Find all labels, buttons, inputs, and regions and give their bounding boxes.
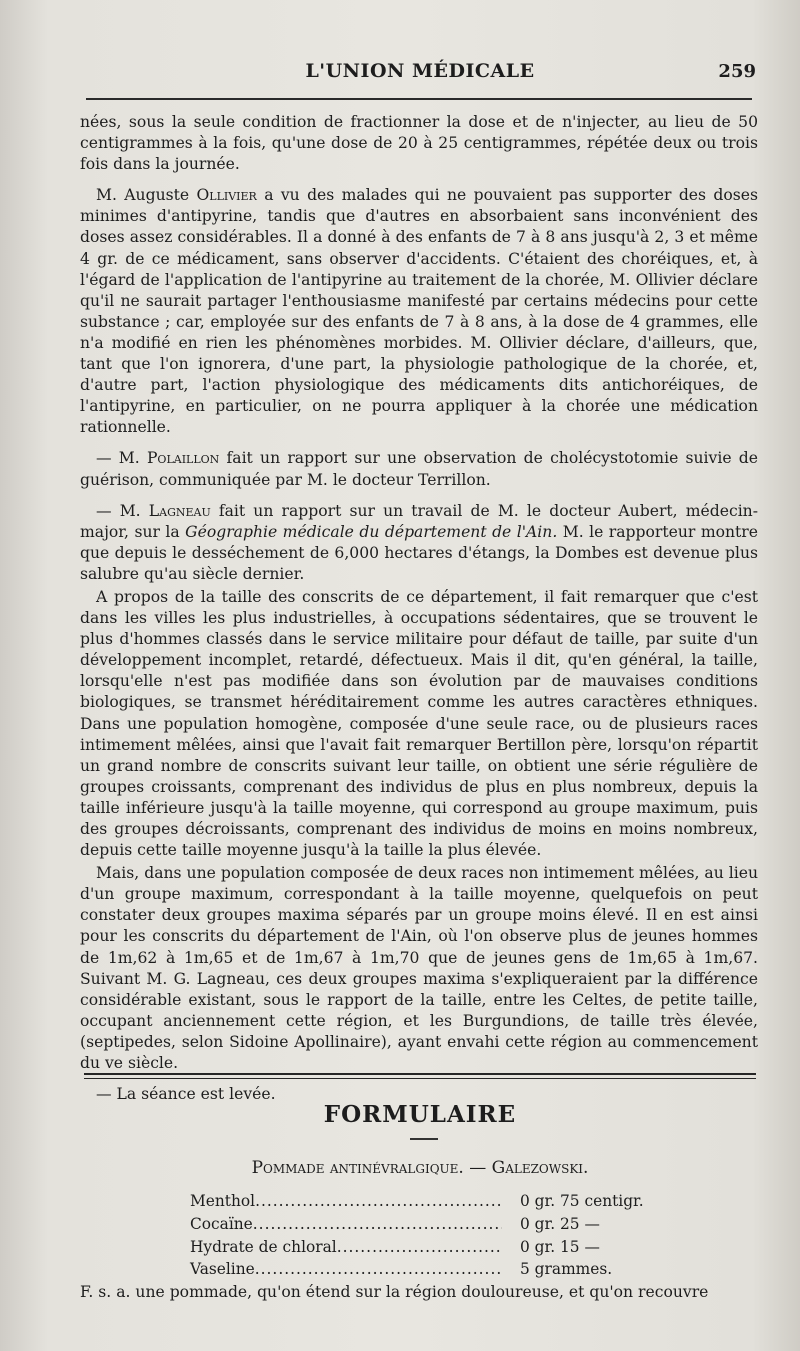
paragraph-text: fait un rapport sur une observation de cholécystotomie suivie de guérison, communiquée par M. le docteur Terrillon.	[80, 449, 758, 489]
running-title: L'UNION MÉDICALE	[305, 60, 535, 82]
heading-rule	[410, 1138, 438, 1140]
paragraph-text: fait un rapport sur un travail de M. le docteur Aubert, médecin-major, sur la	[80, 501, 758, 541]
page-number: 259	[718, 61, 756, 82]
paragraph-text: nées, sous la seule condition de fractionner la dose et de n'injecter, au lieu de 50 centigrammes à la fois, qu'une dose de 20 à 25 centigrammes, répétée deux ou trois fois dans la journée.	[80, 113, 758, 174]
recipe-title: Pommade antinévralgique. — Galezowski.	[251, 1158, 589, 1178]
ingredient-name: Menthol	[190, 1192, 256, 1210]
ingredient-quantity: 0 gr. 15 —	[520, 1237, 600, 1256]
ingredient-name: Hydrate de chloral	[190, 1237, 337, 1256]
recipe-instructions: F. s. a. une pommade, qu'on étend sur la région douloureuse, et qu'on recouvre	[80, 1283, 709, 1301]
section-double-rule	[84, 1073, 756, 1079]
page-header	[80, 58, 760, 94]
paragraph-ollivier	[80, 185, 758, 438]
paragraph-taille-conscrits	[80, 587, 758, 861]
ingredient-row	[190, 1213, 670, 1236]
ingredient-name: Cocaïne	[190, 1214, 253, 1233]
paragraph-polaillon	[80, 448, 758, 490]
paragraph-text: M. le rapporteur montre que depuis le desséchement de 6,000 hectares d'étangs, la Dombes est devenue plus salubre qu'au siècle dernier.	[80, 522, 758, 583]
paragraph-text: Mais, dans une population composée de deux races non intimement mêlées, au lieu d'un groupe maximum, correspondant à la taille moyenne, quelquefois on peut constater deux groupes maxima séparés par un groupe moins élevé. Il en est ainsi pour les conscrits du département de l'Ain, où l'on observe plus de jeunes hommes de 1m,62 à 1m,65 et de 1m,67 à 1m,70 que de jeunes gens de 1m,65 à 1m,67. Suivant M. G. Lagneau, ces deux groupes maxima s'expliqueraient par la différence considérable existant, sous le rapport de la taille, entre les Celtes, de petite taille, occupant anciennement cette région, et les Burgundions, de taille très élevée, (septipedes, selon Sidoine Apollinaire), ayant envahi cette région au commencement du ve siècle.	[80, 864, 758, 1073]
paragraph-prefix: M. Auguste	[96, 186, 197, 205]
paragraph-dose-continuation	[80, 112, 758, 175]
ingredient-row	[190, 1190, 670, 1213]
paragraph-text: A propos de la taille des conscrits de ce département, il fait remarquer que c'est dans les villes les plus industrielles, à occupations sédentaires, que se trouvent le plus d'hommes classés dans le service militaire pour défaut de taille, par suite d'un développement incomplet, retardé, défectueux. Mais il dit, qu'en général, la taille, lorsqu'elle n'est pas modifiée dans son évolution par de mauvaises conditions biologiques, se transmet héréditairement comme les autres caractères ethniques. Dans une population homogène, composée d'une seule race, ou de plusieurs races intimement mêlées, ainsi que l'avait fait remarquer Bertillon père, lorsqu'on répartit un grand nombre de conscrits suivant leur taille, on obtient une série régulière de groupes croissants, comprenant des individus de plus en plus nombreux, depuis la taille inférieure jusqu'à la taille moyenne, qui correspond au groupe maximum, puis des groupes décroissants, comprenant des individus de moins en moins nombreux, depuis cette taille moyenne jusqu'à la taille la plus élevée.	[80, 587, 758, 860]
leader-dots	[253, 1213, 502, 1236]
ingredient-list	[190, 1190, 670, 1281]
paragraph-prefix: — M.	[96, 449, 147, 468]
ingredient-row	[190, 1258, 670, 1281]
leader-dots	[255, 1258, 502, 1281]
paragraph-text: — La séance est levée.	[96, 1085, 276, 1104]
speaker-name: Lagneau	[148, 501, 211, 520]
paragraph-prefix: — M.	[96, 501, 149, 520]
ingredient-quantity: 0 gr. 25 —	[520, 1214, 600, 1233]
speaker-name: Polaillon	[146, 449, 220, 468]
speaker-name: Ollivier	[196, 186, 257, 205]
leader-dots	[337, 1236, 502, 1259]
ingredient-name: Vaseline	[190, 1260, 255, 1279]
ingredient-quantity: 0 gr. 75 centigr.	[520, 1192, 644, 1210]
article-body	[80, 112, 758, 1115]
paragraph-lagneau	[80, 501, 758, 585]
paragraph-text: a vu des malades qui ne pouvaient pas supporter des doses minimes d'antipyrine, tandis que d'autres en absorbaient sans inconvénient des doses assez considérables. Il a donné à des enfants de 7 à 8 ans jusqu'à 2, 3 et même 4 gr. de ce médicament, sans observer d'accidents. C'étaient des choréiques, et, à l'égard de l'application de l'antipyrine au traitement de la chorée, M. Ollivier déclare qu'il ne saurait partager l'enthousiasme manifesté par certains médecins pour cette substance ; car, employée sur des enfants de 7 à 8 ans, à la dose de 4 grammes, elle n'a modifié en rien les phénomènes morbides. M. Ollivier déclare, d'ailleurs, que, tant que l'on ignorera, d'une part, la physiologie pathologique de la chorée, et, d'autre part, l'action physiologique des médicaments dits antichoréiques, de l'antipyrine, en particulier, on ne pourra appliquer à la chorée une médication rationnelle.	[80, 186, 758, 437]
header-rule	[86, 98, 752, 100]
ingredient-quantity: 5 grammes.	[520, 1260, 613, 1279]
formulaire-heading: FORMULAIRE	[323, 1101, 517, 1128]
ingredient-row	[190, 1236, 670, 1259]
work-title: Géographie médicale du département de l'Ain.	[185, 522, 558, 541]
paragraph-deux-races	[80, 863, 758, 1074]
leader-dots	[255, 1190, 502, 1213]
